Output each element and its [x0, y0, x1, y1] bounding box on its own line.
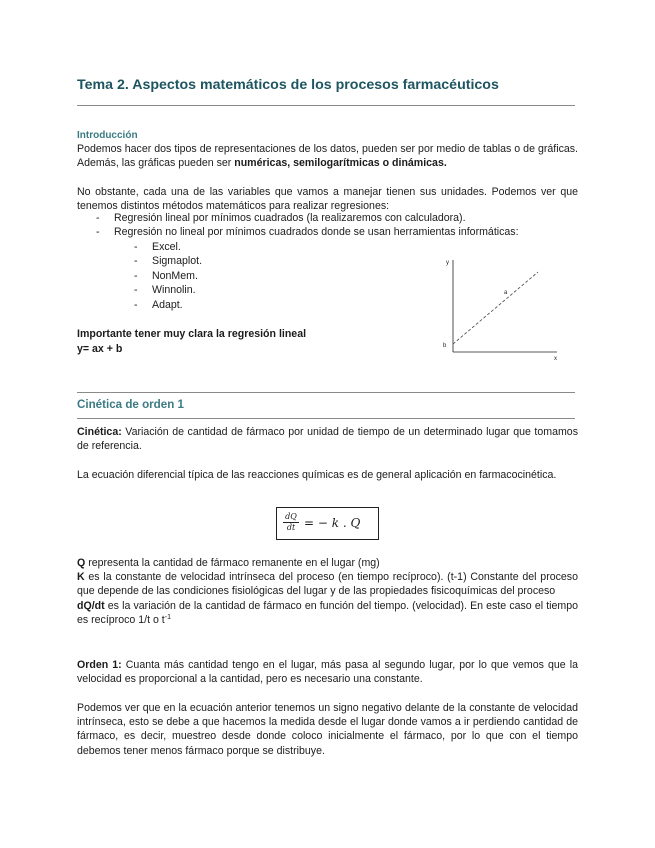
orden-paragraph	[77, 658, 578, 686]
bullet-dash: -	[134, 269, 138, 282]
bullet-dash: -	[134, 255, 138, 268]
list-item-text: Excel.	[152, 241, 181, 253]
divider	[77, 105, 575, 106]
list-item	[134, 254, 202, 268]
software-list	[134, 240, 202, 312]
cinetica-definition-label: Cinética:	[77, 426, 122, 438]
bullet-dash: -	[134, 298, 138, 311]
list-item	[134, 283, 202, 297]
q-text: representa la cantidad de fármaco remanente en el lugar (mg)	[85, 557, 380, 569]
list-item	[134, 269, 202, 283]
intro-paragraph-1	[77, 142, 578, 170]
cinetica-definition	[77, 425, 578, 453]
final-paragraph: Podemos ver que en la ecuación anterior tenemos un signo negativo delante de la constante de velocidad intrínseca, esto se debe a que hacemos la medida desde el lugar donde vamos a ir perdiendo cantidad de fármaco, es decir, muestreo desde donde coloco inicialmente el fármaco, por lo que con el tiempo debemos tener menos fármaco porque se distribuye.	[77, 702, 578, 757]
variable-definitions	[77, 556, 578, 627]
bullet-dash: -	[96, 226, 100, 239]
list-item-text: Winnolin.	[152, 284, 196, 297]
list-item	[134, 298, 202, 312]
list-item	[96, 211, 576, 225]
q-label: Q	[77, 557, 86, 569]
dqdt-superscript: -1	[164, 613, 171, 621]
page-title: Tema 2. Aspectos matemáticos de los procesos farmacéuticos	[77, 77, 499, 93]
equation-numerator: dQ	[283, 512, 299, 523]
dqdt-text: es la variación de la cantidad de fármaco en función del tiempo. (velocidad). En este caso el tiempo es recíproco 1/t o t	[77, 599, 578, 626]
cinetica-definition-text: Variación de cantidad de fármaco por unidad de tiempo de un determinado lugar que tomamos de referencia.	[77, 426, 578, 453]
x-axis-label: x	[554, 356, 557, 361]
k-label: K	[77, 571, 85, 584]
section-heading-cinetica: Cinética de orden 1	[77, 398, 184, 411]
intercept-label: b	[443, 343, 447, 349]
differential-equation	[276, 507, 379, 540]
important-note: Importante tener muy clara la regresión lineal	[77, 328, 307, 340]
regression-list	[96, 211, 576, 239]
list-item-text: Sigmaplot.	[152, 255, 203, 268]
list-item-text: NonMem.	[152, 269, 198, 282]
equation-right-side: = − k . Q	[304, 516, 361, 530]
intro-paragraph-2: No obstante, cada una de las variables que vamos a manejar tienen sus unidades. Podemos ver que tenemos distintos métodos matemáticos para realizar regresiones:	[77, 186, 578, 213]
equation-denominator: dt	[286, 523, 296, 532]
intro-paragraph-1-text: Podemos hacer dos tipos de representaciones de los datos, pueden ser por medio de tablas o de gráficas. Además, las gráficas pueden ser	[77, 143, 578, 170]
equation-fraction	[283, 512, 299, 533]
linear-regression-graph	[440, 256, 565, 361]
section-heading-introduccion: Introducción	[77, 130, 138, 141]
orden-text: Cuanta más cantidad tengo en el lugar, más pasa al segundo lugar, por lo que vemos que la velocidad es proporcional a la cantidad, pero es necesario una constante.	[77, 659, 578, 686]
divider	[77, 392, 575, 393]
orden-label: Orden 1:	[77, 659, 122, 671]
divider	[77, 418, 575, 419]
slope-label: a	[504, 290, 508, 296]
dqdt-label: dQ/dt	[77, 599, 105, 612]
bullet-dash: -	[134, 284, 138, 297]
regression-line	[453, 272, 538, 344]
ecuacion-paragraph: La ecuación diferencial típica de las reacciones químicas es de general aplicación en farmacocinética.	[77, 469, 557, 481]
list-item-text: Adapt.	[152, 298, 183, 311]
list-item	[96, 225, 576, 239]
y-axis-label: y	[446, 260, 449, 266]
k-text: es la constante de velocidad intrínseca del proceso (en tiempo recíproco). (t-1) Constante del proceso que depende de las condiciones fisiológicas del lugar y de las propiedades fisicoquímicas del proceso	[77, 571, 578, 598]
intro-paragraph-1-bold: numéricas, semilogarítmicas o dinámicas.	[234, 157, 447, 170]
list-item-text: Regresión no lineal por mínimos cuadrados donde se usan herramientas informáticas:	[114, 226, 519, 239]
list-item-text: Regresión lineal por mínimos cuadrados (la realizaremos con calculadora).	[114, 212, 466, 224]
list-item	[134, 240, 202, 254]
bullet-dash: -	[96, 212, 100, 224]
bullet-dash: -	[134, 241, 138, 253]
regression-formula: y= ax + b	[77, 343, 123, 355]
